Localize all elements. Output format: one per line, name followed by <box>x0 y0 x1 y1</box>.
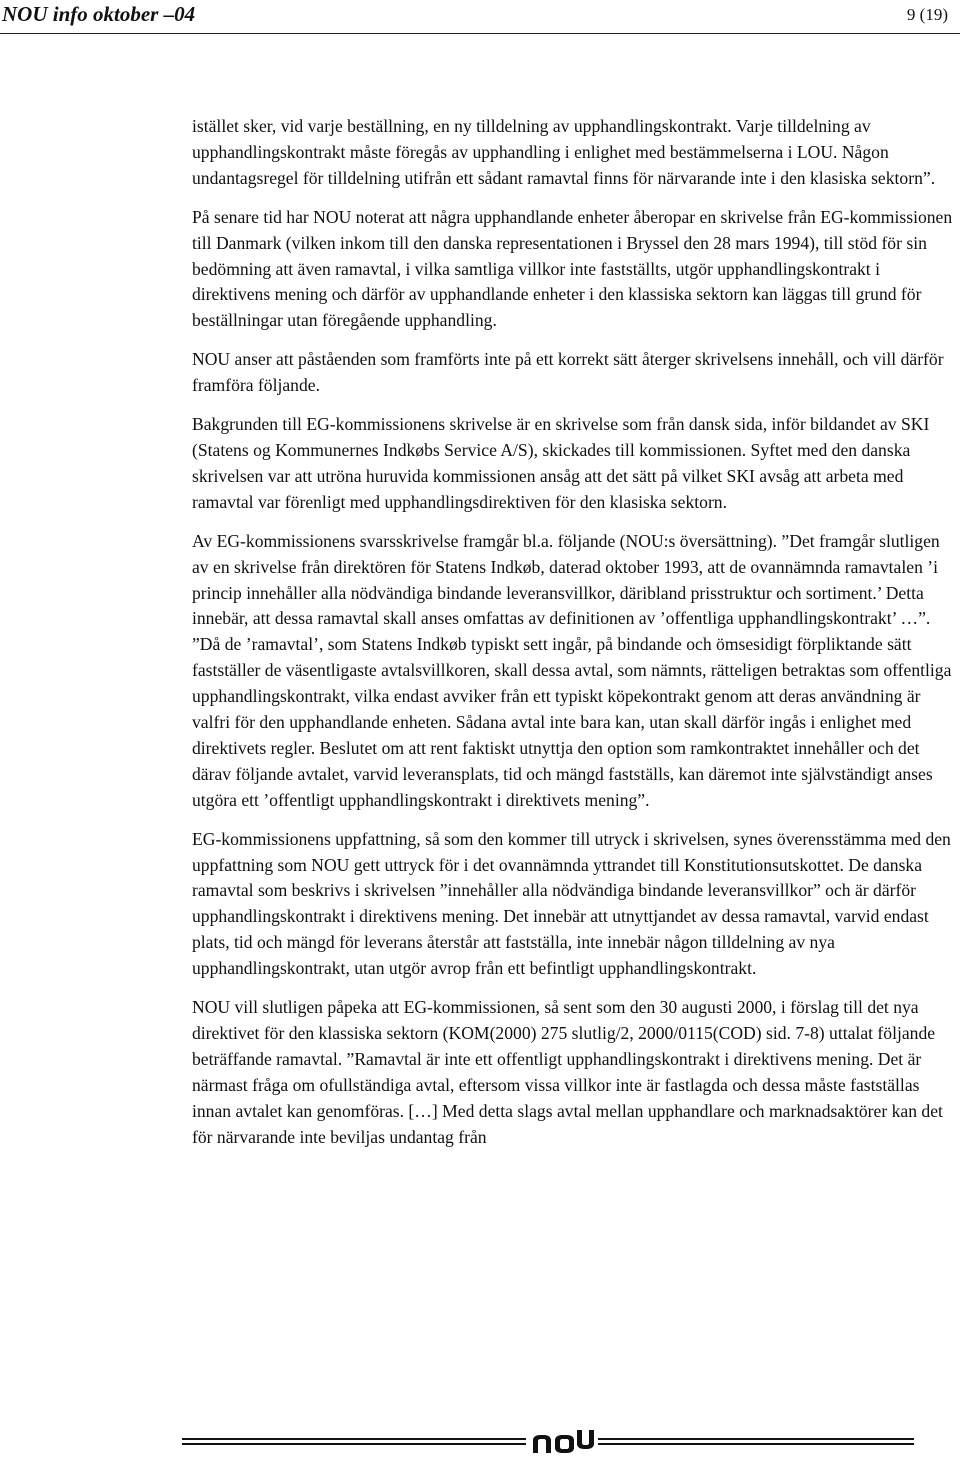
footer-rule-left-top <box>182 1438 526 1440</box>
nou-logo-icon <box>531 1428 595 1458</box>
page-header <box>0 0 960 36</box>
document-title: NOU info oktober –04 <box>2 2 196 26</box>
page-number: 9 (19) <box>906 5 948 24</box>
page-footer <box>0 1428 960 1468</box>
header-rule <box>0 33 960 34</box>
paragraph-3: NOU anser att påståenden som framförts inte på ett korrekt sätt återger skrivelsens innehåll, och vill därför framföra följande. <box>192 349 944 396</box>
footer-rule-left-bottom <box>182 1443 526 1445</box>
paragraph-2: På senare tid har NOU noterat att några upphandlande enheter åberopar en skrivelse från EG-kommissionen till Danmark (vilken inkom till den danska representationen i Bryssel den 28 mars 1994), till stöd för sin bedömning att även ramavtal, i vilka samtliga villkor inte fastställts, utgör upphandlingskontrakt i direktivens mening och därför av upphandlande enheter i den klassiska sektorn kan läggas till grund för beställningar utan föregående upphandling. <box>192 206 953 331</box>
paragraph-4: Bakgrunden till EG-kommissionens skrivelse är en skrivelse som från dansk sida, inför bildandet av SKI (Statens og Kommunernes Indkøbs Service A/S), skickades till kommissionen. Syftet med den danska skrivelsen var att utröna huruvida kommissionen ansåg att det sätt på vilket SKI avsåg att arbeta med ramavtal var förenligt med upphandlingsdirektiven för den klasiska sektorn. <box>192 414 930 512</box>
body-text <box>192 114 956 1164</box>
footer-rule-right-bottom <box>598 1443 914 1445</box>
footer-rule-right-top <box>598 1438 914 1440</box>
paragraph-7: NOU vill slutligen påpeka att EG-kommissionen, så sent som den 30 augusti 2000, i förslag till det nya direktivet för den klassiska sektorn (KOM(2000) 275 slutlig/2, 2000/0115(COD) sid. 7-8) uttalat följande beträffande ramavtal. ”Ramavtal är inte ett offentligt upphandlingskontrakt i direktivens mening. Det är närmast fråga om ofullständiga avtal, eftersom vissa villkor inte är fastlagda och dessa måste fastställas innan avtalet kan genomföras. […] Med detta slags avtal mellan upphandlare och marknadsaktörer kan det för närvarande inte beviljas undantag från <box>192 997 943 1147</box>
paragraph-6: EG-kommissionens uppfattning, så som den kommer till utryck i skrivelsen, synes överensstämma med den uppfattning som NOU gett uttryck för i det ovannämnda yttrandet till Konstitutionsutskottet. De danska ramavtal som beskrivs i skrivelsen ”innehåller alla nödvändiga bindande leveransvillkor” och är därför upphandlingskontrakt i direktivens mening. Det innebär att utnyttjandet av dessa ramavtal, varvid endast plats, tid och mängd för leverans återstår att fastställa, inte innebär någon tilldelning av nya upphandlingskontrakt, utan utgör avrop från ett befintligt upphandlingskontrakt. <box>192 828 951 979</box>
paragraph-1: istället sker, vid varje beställning, en ny tilldelning av upphandlingskontrakt. Varje tilldelning av upphandlingskontrakt måste föregås av upphandling i enlighet med bestämmelserna i LOU. Någon undantagsregel för tilldelning utifrån ett sådant ramavtal finns för närvarande inte i den klasiska sektorn”. <box>192 116 936 188</box>
paragraph-5: Av EG-kommissionens svarsskrivelse framgår bl.a. följande (NOU:s översättning). ”Det framgår slutligen av en skrivelse från direktören för Statens Indkøb, daterad oktober 1993, att de ovannämnda ramavtalen ’i princip innehåller alla nödvändiga bindande leveransvillkor, däribland prisstruktur och sortiment.’ Detta innebär, att dessa ramavtal skall anses omfattas av definitionen av ’offentliga upphandlingskontrakt’ …”. ”Då de ’ramavtal’, som Statens Indkøb typiskt sett ingår, på bindande och ömsesidigt förpliktande sätt fastställer de väsentligaste avtalsvillkoren, skall dessa avtal, som nämnts, rätteligen betraktas som offentliga upphandlingskontrakt, vilka endast avviker från ett typiskt köpekontrakt genom att deras användning är valfri för den upphandlande enheten. Sådana avtal inte bara kan, utan skall därför ingås i enlighet med direktivets regler. Beslutet om att rent faktiskt utnyttja den option som ramkontraktet innehåller och det därav följande avtalet, varvid leveransplats, tid och mängd fastställs, kan däremot inte självständigt anses utgöra ett ’offentligt upphandlingskontrakt i direktivets mening”. <box>192 530 952 810</box>
